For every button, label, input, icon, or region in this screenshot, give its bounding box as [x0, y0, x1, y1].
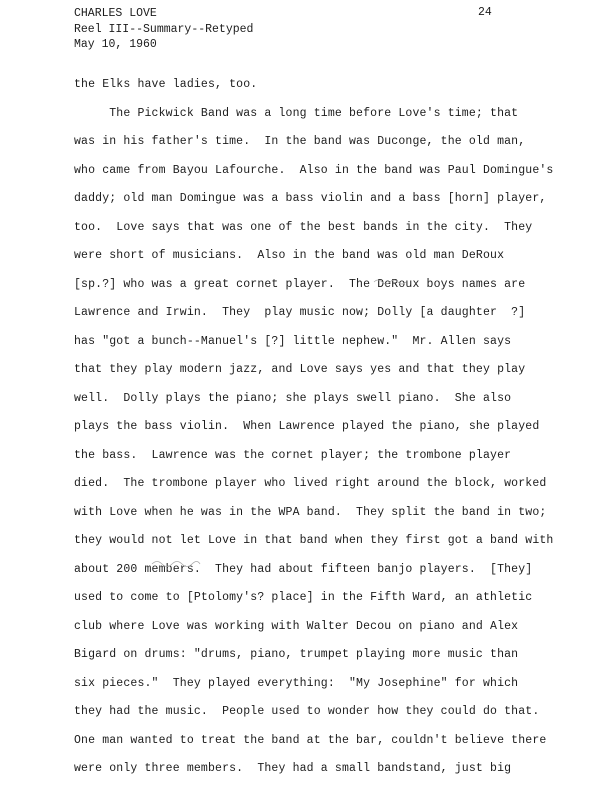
- interview-date: May 10, 1960: [74, 38, 157, 51]
- text-line: that they play modern jazz, and Love says yes and that they play: [74, 363, 526, 376]
- text-line: plays the bass violin. When Lawrence played the piano, she played: [74, 420, 540, 433]
- text-line: was in his father's time. In the band was Duconge, the old man,: [74, 135, 526, 148]
- text-line: died. The trombone player who lived right around the block, worked: [74, 477, 547, 490]
- text-line: the bass. Lawrence was the cornet player; the trombone player: [74, 448, 512, 462]
- text-line: has "got a bunch--Manuel's [?] little nephew." Mr. Allen says: [74, 334, 512, 348]
- reel-summary-label: Reel III--Summary--Retyped: [74, 22, 254, 36]
- text-line: daddy; old man Domingue was a bass violin and a bass [horn] player,: [74, 192, 547, 205]
- page-number: 24: [478, 6, 492, 19]
- handwritten-annotation: [372, 276, 412, 286]
- text-line: club where Love was working with Walter Decou on piano and Alex: [74, 619, 519, 633]
- interviewee-name: CHARLES LOVE: [74, 7, 157, 20]
- text-line: The Pickwick Band was a long time before Love's time; that: [74, 106, 519, 120]
- text-line: they had the music. People used to wonder how they could do that.: [74, 705, 540, 718]
- text-line: too. Love says that was one of the best bands in the city. They: [74, 220, 533, 234]
- text-line: Bigard on drums: "drums, piano, trumpet playing more music than: [74, 648, 519, 661]
- document-header: [74, 6, 253, 53]
- transcript-body: [74, 78, 574, 791]
- text-line: they would not let Love in that band when they first got a band with: [74, 534, 554, 547]
- text-line: about 200 members. They had about fifteen banjo players. [They]: [74, 562, 533, 576]
- text-line: [sp.?] who was a great cornet player. The DeRoux boys names are: [74, 277, 526, 291]
- text-line: six pieces." They played everything: "My Josephine" for which: [74, 676, 519, 690]
- text-line: One man wanted to treat the band at the bar, couldn't believe there: [74, 733, 547, 747]
- handwritten-annotation: [150, 557, 202, 569]
- text-line: were short of musicians. Also in the band was old man DeRoux: [74, 249, 505, 262]
- text-line: Lawrence and Irwin. They play music now; Dolly [a daughter ?]: [74, 306, 526, 319]
- text-line: the Elks have ladies, too.: [74, 78, 258, 91]
- text-line: well. Dolly plays the piano; she plays swell piano. She also: [74, 391, 512, 405]
- text-line: with Love when he was in the WPA band. They split the band in two;: [74, 505, 547, 519]
- text-line: used to come to [Ptolomy's? place] in the Fifth Ward, an athletic: [74, 591, 533, 604]
- text-line: who came from Bayou Lafourche. Also in the band was Paul Domingue's: [74, 163, 554, 177]
- text-line: were only three members. They had a small bandstand, just big: [74, 762, 512, 775]
